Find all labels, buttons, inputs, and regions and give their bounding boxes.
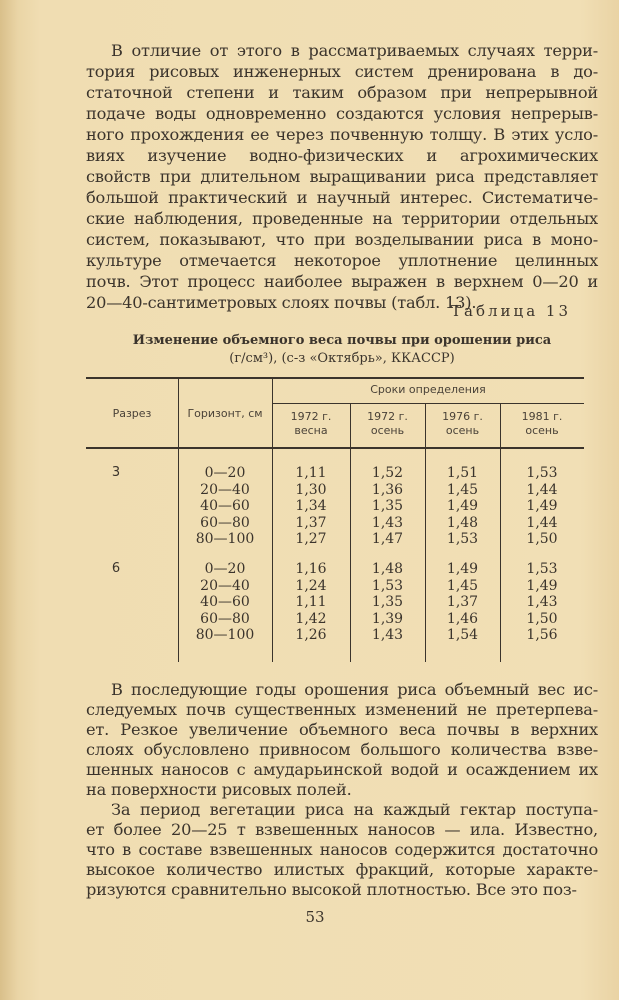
density-value: 1,56 [526,627,558,643]
soil-density-table [86,377,584,662]
text-line: статочной степени и таким образом при непрерывной [86,83,598,102]
text-line: почв. Этот процесс наиболее выражен в верхнем 0—20 и [86,272,598,291]
text-line: шенных наносов с амударьинской водой и осаждением их [86,760,598,779]
density-value: 1,54 [446,627,479,643]
density-value: 1,43 [526,594,558,610]
density-value: 1,35 [371,498,404,514]
density-value: 1,26 [295,627,327,643]
header-period [425,410,500,438]
text-line: ного прохождения ее через почвенную толщу. В этих усло- [86,125,598,144]
density-value: 1,42 [295,610,327,627]
text-line: высокое количество илистых фракций, которые характе- [86,860,598,879]
period-year: 1972 г. [290,410,332,423]
text-line: подаче воды одновременно создаются условия непрерыв- [86,104,598,123]
density-value: 1,53 [446,531,479,547]
paragraph-1 [86,40,598,313]
table-top-rule [86,377,584,379]
text-line: систем, показывают, что при возделывании риса в моно- [86,230,598,249]
table-label: Таблица 13 [451,302,571,320]
density-value: 1,50 [526,610,558,627]
density-value: 1,49 [526,577,558,594]
density-value: 1,44 [526,514,558,531]
density-value: 1,16 [295,561,327,577]
text-line: свойств при длительном выращивании риса представляет [86,167,598,186]
density-value: 1,35 [371,594,404,610]
density-value: 1,37 [295,514,327,531]
paragraph-3 [86,800,598,900]
horizon-cell: 60—80 [200,610,250,627]
text-line: культуре отмечается некоторое уплотнение целинных [86,251,598,270]
horizon-cell: 20—40 [200,577,250,594]
page-number: 53 [305,908,325,926]
density-value: 1,11 [295,594,327,610]
header-razrez: Разрез [112,407,152,420]
density-value: 1,49 [446,561,479,577]
text-line: ет. Резкое увеличение объемного веса почвы в верхних [86,720,598,739]
density-value: 1,46 [446,610,479,627]
header-group: Сроки определения [370,383,486,396]
text-line: За период вегетации риса на каждый гектар поступа- [111,800,598,819]
density-value: 1,37 [446,594,479,610]
paragraph-2 [86,680,598,800]
density-value: 1,48 [371,561,404,577]
density-value: 1,45 [446,481,479,498]
density-value: 1,43 [371,627,404,643]
text-line: В последующие годы орошения риса объемный вес ис- [111,680,598,699]
density-value: 1,30 [295,481,327,498]
text-line: что в составе взвешенных наносов содержится достаточно [86,840,598,859]
horizon-cell: 20—40 [200,481,250,498]
horizon-cell: 80—100 [195,531,255,547]
text-line: тория рисовых инженерных систем дренирована в до- [86,62,598,81]
density-value: 1,53 [526,561,558,577]
header-period [500,410,584,438]
text-line: слоях обусловлено привносом большого количества взве- [86,740,598,759]
header-period [350,410,425,438]
text-line: В отличие от этого в рассматриваемых случаях терри- [111,41,598,60]
density-value: 1,50 [526,531,558,547]
density-value: 1,11 [295,465,327,481]
density-value: 1,51 [446,465,479,481]
razrez-number: 6 [111,561,121,576]
text-line: следуемых почв существенных изменений не претерпева- [86,700,598,719]
table-caption [86,332,598,368]
text-line: 20—40-сантиметровых слоях почвы (табл. 13). [86,293,477,312]
period-season: осень [370,424,405,437]
text-line: виях изучение водно-физических и агрохимических [86,146,598,165]
horizon-cell: 0—20 [204,465,246,481]
density-value: 1,43 [371,514,404,531]
density-value: 1,52 [371,465,404,481]
density-value: 1,44 [526,481,558,498]
header-horizon: Горизонт, см [187,407,263,420]
group-header-rule [272,403,584,404]
density-value: 1,24 [295,577,327,594]
horizon-cell: 40—60 [200,594,250,610]
table-caption-title: Изменение объемного веса почвы при орошении риса [132,333,552,348]
period-year: 1972 г. [367,410,408,423]
horizon-cell: 80—100 [195,627,255,643]
density-value: 1,34 [295,498,327,514]
period-season: осень [445,424,480,437]
period-year: 1976 г. [442,410,483,423]
horizon-cell: 40—60 [200,498,250,514]
density-value: 1,49 [446,498,479,514]
header-period [272,410,350,438]
text-line: ет более 20—25 т взвешенных наносов — ила. Известно, [86,820,598,839]
razrez-number: 3 [111,465,121,480]
density-value: 1,27 [295,531,327,547]
period-year: 1981 г. [521,410,563,423]
header-bottom-rule [86,447,584,449]
text-line: на поверхности рисовых полей. [86,780,352,799]
density-value: 1,45 [446,577,479,594]
density-value: 1,53 [371,577,404,594]
text-line: ские наблюдения, проведенные на территории отдельных [86,209,598,228]
density-value: 1,49 [526,498,558,514]
table-caption-units: (г/см³), (с-з «Октябрь», ККАССР) [229,351,455,366]
horizon-cell: 60—80 [200,514,250,531]
text-line: ризуются сравнительно высокой плотностью. Все это поз- [86,880,577,899]
density-value: 1,36 [371,481,404,498]
density-value: 1,47 [371,531,404,547]
density-value: 1,53 [526,465,558,481]
horizon-cell: 0—20 [204,561,246,577]
period-season: весна [294,424,328,437]
text-line: большой практический и научный интерес. Систематиче- [86,188,598,207]
density-value: 1,48 [446,514,479,531]
period-season: осень [525,424,559,437]
density-value: 1,39 [371,610,404,627]
